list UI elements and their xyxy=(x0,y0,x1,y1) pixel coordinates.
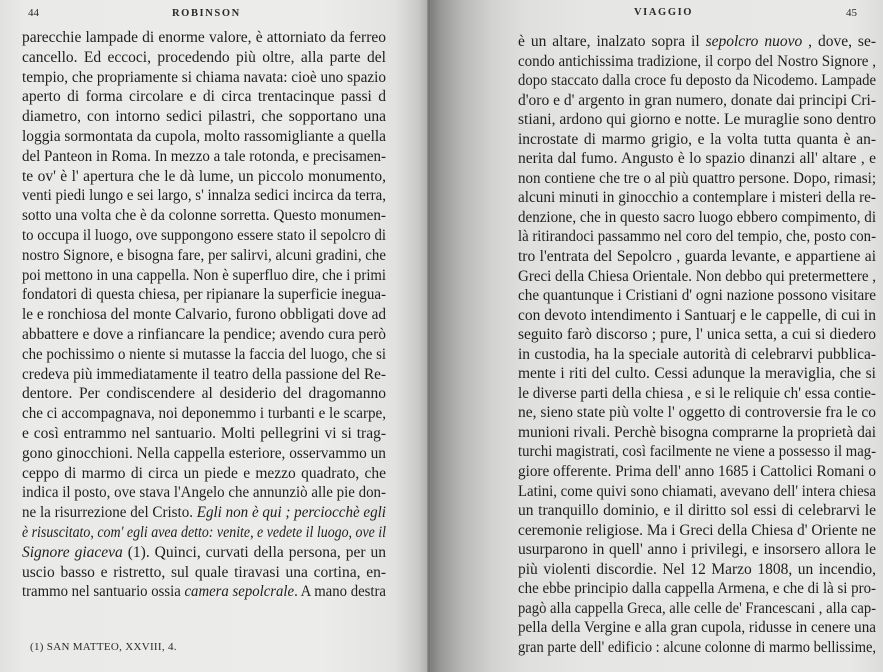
text-line: è risuscitato, com' egli avea detto: venite, e vedete il luogo, ove il xyxy=(22,523,386,541)
text-line: poi mettono in una cappella. Non è superfluo dire, che i primi xyxy=(22,266,386,284)
text-line: condo antichissima tradizione, il corpo del Nostro Signore , xyxy=(518,52,876,70)
text-line: d'oro e d' argento in gran numero, donate dai principi Cri- xyxy=(518,91,876,109)
text-line: indica il posto, ove stava l'Angelo che annunziò alle pie don- xyxy=(22,484,386,502)
text-line: venti piedi lungo e sei largo, s' innalza sedici incirca da terra, xyxy=(22,187,386,205)
text-line: pella della Vergine e alla gran cupola, ridusse in cenere una xyxy=(518,619,876,637)
text-line: le e ronchiosa del monte Calvario, furono obbligati dove ad xyxy=(22,306,386,324)
page-number: 44 xyxy=(28,7,39,19)
text-line: turchi magistrati, così facilmente ne viene a possesso il mag- xyxy=(518,443,876,461)
text-line: usurparono in quell' anno i privilegi, e insorsero allora le xyxy=(518,541,876,559)
italic-text: camera sepolcrale xyxy=(184,583,295,601)
text-line: dopo staccato dalla croce fu deposto da Nicodemo. Lampade xyxy=(518,72,876,90)
text-line: in custodia, ha la speciale autorità di celebrarvi pubblica- xyxy=(518,345,876,363)
text-line: dentore. Per condiscendere al desiderio del dragomanno xyxy=(22,385,386,403)
text-line: seguito farò discorso ; pure, l' unica setta, a cui si diedero xyxy=(518,326,876,344)
line-text: , dove, se- xyxy=(802,33,877,50)
running-head: VIAGGIO xyxy=(634,7,694,18)
text-line: giore offerente. Prima dell' anno 1685 i Cattolici Romani o xyxy=(518,463,876,481)
text-line: pagò alla cappella Greca, alle celle de' Francescani , alla cap- xyxy=(518,599,876,617)
text-line: ceremonie religiose. Ma i Greci della Chiesa d' Oriente ne xyxy=(518,521,876,539)
text-line: Greci della Chiesa Orientale. Non debbo qui pretermettere , xyxy=(518,267,876,285)
left-text-block xyxy=(22,28,386,602)
text-line: gono ginocchioni. Nella cappella esteriore, osservammo un xyxy=(22,444,386,462)
text-line: che pochissimo o niente si mutasse la faccia del luogo, che si xyxy=(22,345,386,363)
page-number: 45 xyxy=(846,7,857,19)
book-gutter-fold xyxy=(427,0,431,672)
text-line: ne, sieno state più volte l' oggetto di controversie fra le co xyxy=(518,404,876,422)
text-line: ceppo di marmo di circa un piede e mezzo quadrato, che xyxy=(22,464,386,482)
text-line: e così entrammo nel santuario. Molti pellegrini vi si trag- xyxy=(22,424,386,442)
line-text: trammo nel santuario ossia xyxy=(22,583,185,601)
text-line: munioni rivali. Perchè bisogna comprarne la proprietà dai xyxy=(518,423,876,441)
text-line: credeva più immediatamente il teatro della passione del Re- xyxy=(22,365,386,383)
italic-text: sepolcro nuovo xyxy=(705,33,803,50)
text-line: che ci accompagnava, noi deponemmo i turbanti e le scarpe, xyxy=(22,405,386,423)
text-line: con devoto intendimento i Santuarj e le cappelle, di cui in xyxy=(518,306,876,324)
text-line: fondatori di questa chiesa, per ripianare la superficie inegua- xyxy=(22,286,386,304)
text-line: loggia sormontata da cupola, molto rassomigliante a quella xyxy=(22,127,386,145)
line-text: (1). Quinci, curvati della persona, per un xyxy=(122,543,386,561)
text-line: del Panteon in Roma. In mezzo a tale rotonda, e precisamen- xyxy=(22,147,386,165)
text-line xyxy=(22,543,386,563)
text-line: Latini, come quivi sono chiamati, avevano dell' intera chiesa xyxy=(518,482,876,500)
right-text-block xyxy=(518,32,876,658)
text-line: un tranquillo dominio, e il diritto sol essi di celebrarvi le xyxy=(518,502,876,520)
line-text: ne la risurrezione del Cristo. xyxy=(22,504,197,522)
text-line: diametro, con intorno sedici pilastri, che sopportano una xyxy=(22,108,386,126)
text-line: to occupa il luogo, ove suppongono essere stato il sepolcro di xyxy=(22,226,386,244)
text-line: le diverse parti della chiesa , e si le reliquie ch' essa contie- xyxy=(518,384,876,402)
text-line: gran parte dell' edificio : alcune colonne di marmo bellissime, xyxy=(518,638,876,656)
text-line: stiani, ardono qui giorno e notte. Le muraglie sono dentro xyxy=(518,111,876,129)
text-line: là ritirandoci passammo nel coro del tempio, che, posto con- xyxy=(518,228,876,246)
text-line: aperto di forma circolare e di circa trentacinque passi d xyxy=(22,88,386,106)
running-head: ROBINSON xyxy=(172,8,241,19)
text-line: alcuni minuti in ginocchio a contemplare i misteri della re- xyxy=(518,189,876,207)
text-line: parecchie lampade di enorme valore, è attorniato da ferreo xyxy=(22,29,386,46)
text-line: te ov' è l' apertura che le dà lume, un piccolo monumento, xyxy=(22,167,386,185)
text-line: sotto una volta che è da colonne sorretta. Questo monumen- xyxy=(22,207,386,225)
text-line: cancello. Ed eccoci, procedendo più oltre, alla parte del xyxy=(22,48,386,66)
text-line: più violenti discordie. Nel 12 Marzo 1808, un incendio, xyxy=(518,560,876,578)
italic-text: Egli non è qui ; perciocchè egli xyxy=(196,504,386,522)
text-line: che ebbe principio dalla cappella Armena, e che di là si pro- xyxy=(518,580,876,598)
italic-text: Signore giaceva xyxy=(22,543,123,561)
text-line: abbattere e dove a rinfiancare la pendice; avendo cura però xyxy=(22,325,386,343)
text-line: denzione, che in questo sacro luogo ebbero compimento, di xyxy=(518,208,876,226)
footnote: (1) SAN MATTEO, XXVIII, 4. xyxy=(30,641,177,653)
text-line: nostro Signore, e bisogna fare, per salirvi, alcuni gradini, che xyxy=(22,246,386,264)
text-line: tempio, che propriamente si chiama navata: cioè uno spazio xyxy=(22,68,386,86)
line-text: . A mano destra xyxy=(294,583,386,601)
line-text: è un altare, inalzato sopra il xyxy=(518,33,706,50)
text-line: che quantunque i Cristiani d' ogni nazione possono visitare xyxy=(518,287,876,305)
text-line: mente i riti del culto. Cessi adunque la meraviglia, che si xyxy=(518,365,876,383)
text-line: tro l'entrata del Sepolcro , guarda levante, e appartiene ai xyxy=(518,248,876,266)
text-line: nerita dal fumo. Angusto è lo spazio dinanzi all' altare , e xyxy=(518,150,876,168)
text-line: uscio basso e ristretto, sul quale tiravasi una cortina, en- xyxy=(22,563,386,581)
text-line xyxy=(518,32,876,52)
text-line: incrostate di marmo grigio, e la volta tutta quanta è an- xyxy=(518,130,876,148)
text-line xyxy=(22,503,386,523)
text-line: non contiene che tre o al più quattro persone. Dopo, rimasi; xyxy=(518,169,876,187)
text-line xyxy=(22,582,386,602)
